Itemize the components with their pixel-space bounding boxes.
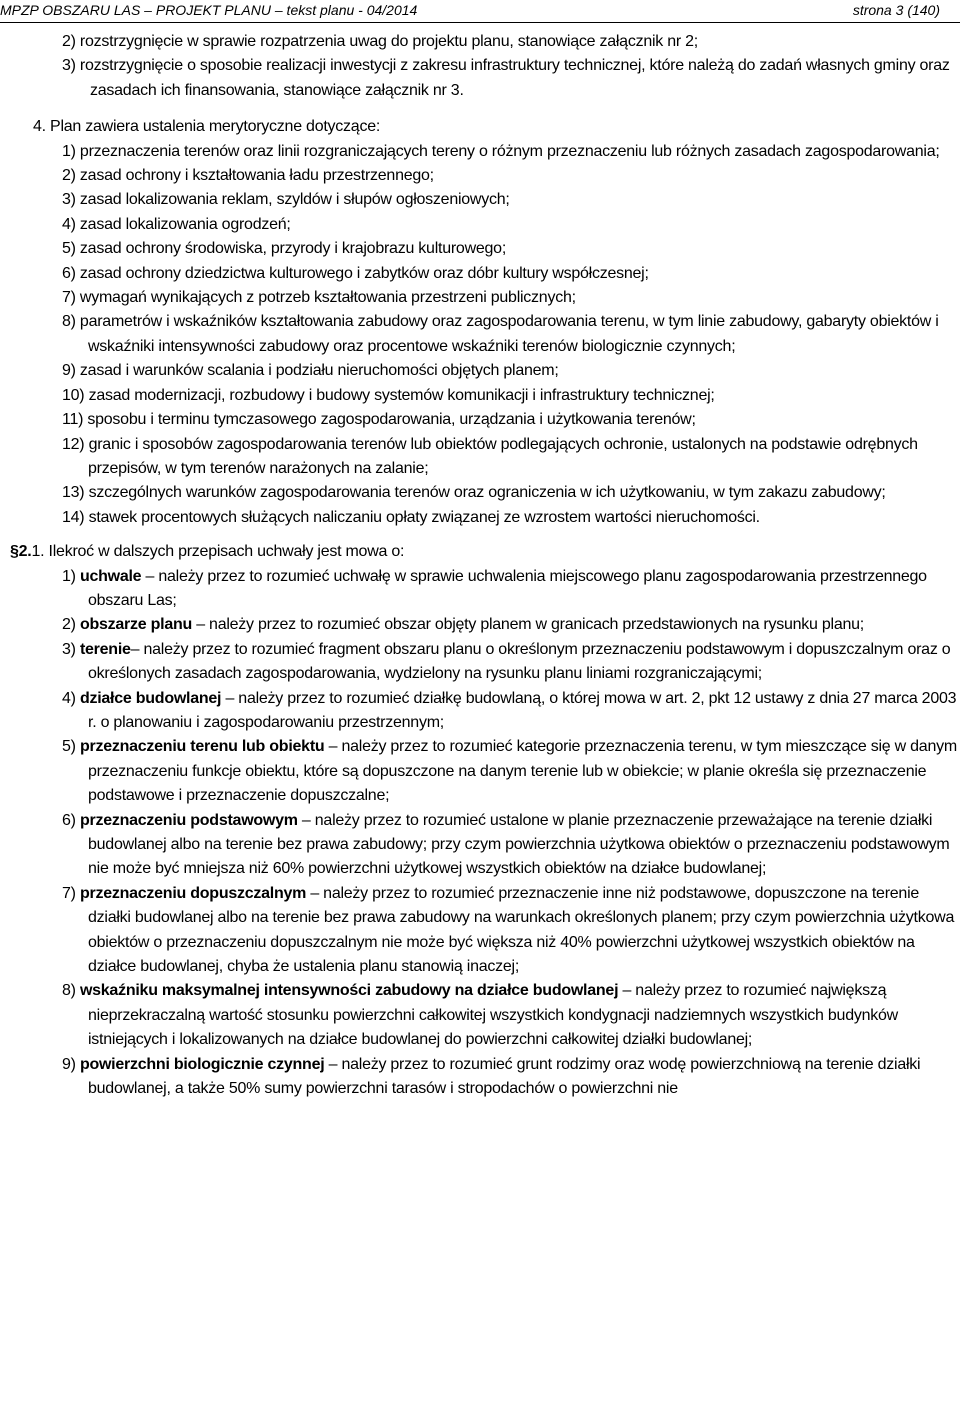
definition-term: obszarze planu	[79, 616, 193, 634]
definition-text: – należy przez to rozumieć fragment obszaru planu o określonym przeznaczeniu podstawowym i dopuszczalnym oraz o określonych zasadach zagospodarowania, wydzielony na rysunku planu liniami rozgraniczającymi;	[88, 640, 951, 683]
definition-text: – należy przez to rozumieć grunt rodzimy oraz wodę powierzchniową na terenie działki budowlanej, a także 50% sumy powierzchni tarasów i stropodachów o powierzchni nie	[88, 1055, 921, 1098]
list-item: 6) zasad ochrony dziedzictwa kulturowego i zabytków oraz dóbr kultury współczesnej;	[62, 264, 649, 282]
definition-number: 1)	[62, 567, 76, 585]
list-item: 3) rozstrzygnięcie o sposobie realizacji inwestycji z zakresu infrastruktury technicznej, które należą do zadań własnych gminy oraz zasadach ich finansowania, stanowiące załącznik nr 3.	[62, 57, 950, 99]
definition-item	[0, 613, 960, 637]
definition-number: 8)	[62, 982, 76, 1000]
definition-term: działce budowlanej	[79, 689, 222, 707]
definition-item	[0, 1053, 960, 1102]
definition-item	[0, 979, 960, 1052]
definition-item	[0, 638, 960, 687]
document-title: MPZP OBSZARU LAS – PROJEKT PLANU – tekst planu - 04/2014	[0, 2, 418, 18]
page-header	[0, 0, 960, 23]
list-item: 2) rozstrzygnięcie w sprawie rozpatrzenia uwag do projektu planu, stanowiące załącznik nr 2;	[62, 33, 698, 50]
list-item: 10) zasad modernizacji, rozbudowy i budowy systemów komunikacji i infrastruktury technicznej;	[62, 386, 715, 404]
definition-number: 9)	[62, 1055, 76, 1073]
definition-term: przeznaczeniu terenu lub obiektu	[79, 738, 325, 756]
list-item: 3) zasad lokalizowania reklam, szyldów i słupów ogłoszeniowych;	[62, 191, 510, 209]
list-item: 8) parametrów i wskaźników kształtowania zabudowy oraz zagospodarowania terenu, w tym linie zabudowy, gabaryty obiektów i wskaźniki intensywności zabudowy oraz procentowe wskaźniki terenów biologicznie czynnych;	[62, 313, 939, 355]
definition-number: 2)	[62, 616, 76, 634]
definition-item	[0, 735, 960, 808]
definition-item	[0, 882, 960, 980]
page-current: 3	[895, 2, 904, 18]
definition-number: 4)	[62, 689, 76, 707]
definition-text: – należy przez to rozumieć uchwałę w sprawie uchwalenia miejscowego planu zagospodarowania przestrzennego obszaru Las;	[88, 567, 927, 609]
document-body	[0, 30, 960, 1101]
list-item: 11) sposobu i terminu tymczasowego zagospodarowania, urządzania i użytkowania terenów;	[62, 411, 696, 429]
definition-item	[0, 687, 960, 736]
definition-term: przeznaczeniu dopuszczalnym	[79, 884, 307, 902]
page-word: strona	[852, 2, 892, 18]
definition-item	[0, 565, 960, 614]
section-number: §2.	[10, 543, 32, 561]
definition-number: 7)	[62, 884, 76, 902]
page-total: (140)	[907, 2, 940, 18]
list-item: 1) przeznaczenia terenów oraz linii rozgraniczających tereny o różnym przeznaczeniu lub różnych zasadach zagospodarowania;	[62, 142, 940, 160]
definition-term: wskaźniku maksymalnej intensywności zabudowy na działce budowlanej	[79, 982, 619, 1000]
section-intro: Ilekroć w dalszych przepisach uchwały jest mowa o:	[48, 543, 405, 561]
definition-text: – należy przez to rozumieć przeznaczenie inne niż podstawowe, dopuszczone na terenie działki budowlanej albo na terenie bez prawa zabudowy na warunkach określonych planem; przy czym powierzchnia użytkowa obiektów o przeznaczeniu dopuszczalnym nie może być większa niż 40% powierzchni użytkowej wszystkich obiektów na działce budowlanej, chyba że ustalenia planu stanowią inaczej;	[88, 884, 955, 976]
definition-text: – należy przez to rozumieć kategorie przeznaczenia terenu, w tym mieszczące się w danym przeznaczeniu funkcje obiektu, które są dopuszczone na danym terenie lub w obiekcie; w planie określa się przeznaczenie podstawowe i przeznaczenie dopuszczalne;	[88, 738, 957, 805]
section-heading	[0, 540, 960, 564]
definition-term: przeznaczeniu podstawowym	[79, 811, 298, 829]
definition-number: 6)	[62, 811, 76, 829]
list-item: 2) zasad ochrony i kształtowania ładu przestrzennego;	[62, 167, 434, 185]
definition-number: 3)	[62, 640, 76, 658]
list-item: 4) zasad lokalizowania ogrodzeń;	[62, 215, 291, 233]
definition-item	[0, 809, 960, 882]
definition-text: – należy przez to rozumieć największą nieprzekraczalną wartość stosunku powierzchni całkowitej wszystkich kondygnacji nadziemnych wszystkich budynków istniejących i lokalizowanych na działce budowlanej do powierzchni całkowitej działki budowlanej;	[88, 982, 898, 1049]
page-number	[853, 2, 940, 18]
definition-term: uchwale	[79, 567, 142, 585]
definition-text: – należy przez to rozumieć ustalone w planie przeznaczenie przeważające na terenie działki budowlanej albo na terenie bez prawa zabudowy; przy czym powierzchnia użytkowa obiektów o przeznaczeniu podstawowym nie może być mniejsza niż 60% powierzchni użytkowej wszystkich obiektów na działce budowlanej;	[88, 811, 950, 878]
list-item: 12) granic i sposobów zagospodarowania terenów lub obiektów podlegających ochronie, ustalonych na podstawie odrębnych przepisów, w tym terenów narażonych na zalanie;	[62, 435, 918, 477]
definition-term: powierzchni biologicznie czynnej	[79, 1055, 325, 1073]
definition-number: 5)	[62, 738, 76, 756]
list-item: 9) zasad i warunków scalania i podziału nieruchomości objętych planem;	[62, 362, 559, 380]
section-heading: 4. Plan zawiera ustalenia merytoryczne dotyczące:	[33, 118, 381, 136]
list-item: 13) szczególnych warunków zagospodarowania terenów oraz ograniczenia w ich użytkowaniu, w tym zakazu zabudowy;	[62, 484, 886, 502]
definition-term: terenie	[79, 640, 131, 658]
list-item: 14) stawek procentowych służących naliczaniu opłaty związanej ze wzrostem wartości nieruchomości.	[62, 508, 760, 526]
definition-text: – należy przez to rozumieć działkę budowlaną, o której mowa w art. 2, pkt 12 ustawy z dnia 27 marca 2003 r. o planowaniu i zagospodarowaniu przestrzennym;	[88, 689, 957, 731]
list-item: 7) wymagań wynikających z potrzeb kształtowania przestrzeni publicznych;	[62, 289, 576, 307]
definition-text: – należy przez to rozumieć obszar objęty planem w granicach przedstawionych na rysunku planu;	[192, 616, 864, 634]
list-item: 5) zasad ochrony środowiska, przyrody i krajobrazu kulturowego;	[62, 240, 507, 258]
section-subnumber: 1.	[31, 543, 45, 561]
